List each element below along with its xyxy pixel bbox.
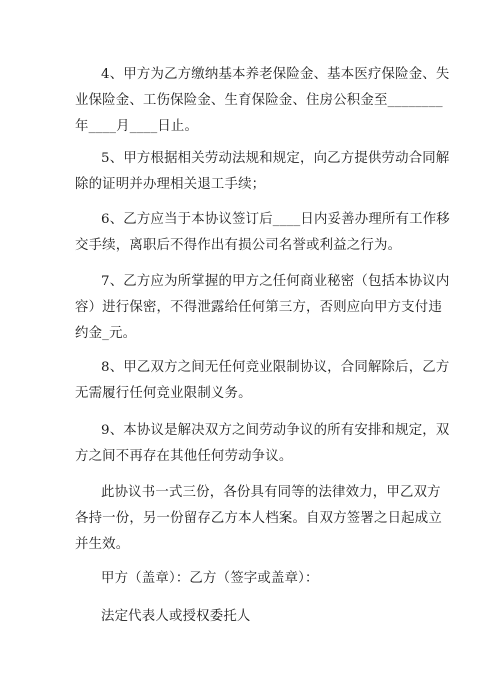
clause-7-line-2: 容）进行保密，不得泄露给任何第三方，否则应向甲方支付违 xyxy=(75,300,442,315)
clause-7-paragraph xyxy=(75,269,450,347)
clause-7-line-3: 约金_元。 xyxy=(75,326,137,341)
clause-9-paragraph xyxy=(75,418,450,470)
signature-parties-text: 甲方（盖章）：乙方（签字或盖章）： xyxy=(101,571,319,586)
clause-4-line-3: 年____月____日止。 xyxy=(75,119,199,134)
clause-9-line-1: 9、本协议是解决双方之间劳动争议的所有安排和规定，双 xyxy=(101,423,450,438)
copies-paragraph xyxy=(75,480,442,558)
signature-parties-line xyxy=(75,566,425,592)
clause-8-line-1: 8、甲乙双方之间无任何竞业限制协议，合同解除后，乙方 xyxy=(101,360,450,375)
clause-4-paragraph xyxy=(75,62,450,140)
copies-line-3: 并生效。 xyxy=(75,537,130,552)
clause-5-line-1: 5、甲方根据相关劳动法规和规定，向乙方提供劳动合同解 xyxy=(101,151,450,166)
copies-line-1: 此协议书一式三份，各份具有同等的法律效力，甲乙双方 xyxy=(101,485,441,500)
clause-7-line-1: 7、乙方应为所掌握的甲方之任何商业秘密（包括本协议内 xyxy=(101,274,450,289)
clause-4-line-2: 业保险金、工伤保险金、生育保险金、住房公积金至________ xyxy=(75,93,443,108)
clause-5-line-2: 除的证明并办理相关退工手续； xyxy=(75,177,266,192)
clause-9-line-2: 方之间不再存在其他任何劳动争议。 xyxy=(75,449,293,464)
clause-4-line-1: 4、甲方为乙方缴纳基本养老保险金、基本医疗保险金、失 xyxy=(101,67,450,82)
clause-6-line-2: 交手续，离职后不得作出有损公司名誉或利益之行为。 xyxy=(75,238,402,253)
representative-line xyxy=(75,604,425,630)
clause-5-paragraph xyxy=(75,146,450,198)
clause-6-line-1: 6、乙方应当于本协议签订后____日内妥善办理所有工作移 xyxy=(101,212,450,227)
clause-8-paragraph xyxy=(75,355,450,407)
clause-6-paragraph xyxy=(75,207,450,259)
clause-8-line-2: 无需履行任何竞业限制义务。 xyxy=(75,386,252,401)
representative-text: 法定代表人或授权委托人 xyxy=(101,609,251,624)
copies-line-2: 各持一份，另一份留存乙方本人档案。自双方签署之日起成立 xyxy=(75,511,442,526)
